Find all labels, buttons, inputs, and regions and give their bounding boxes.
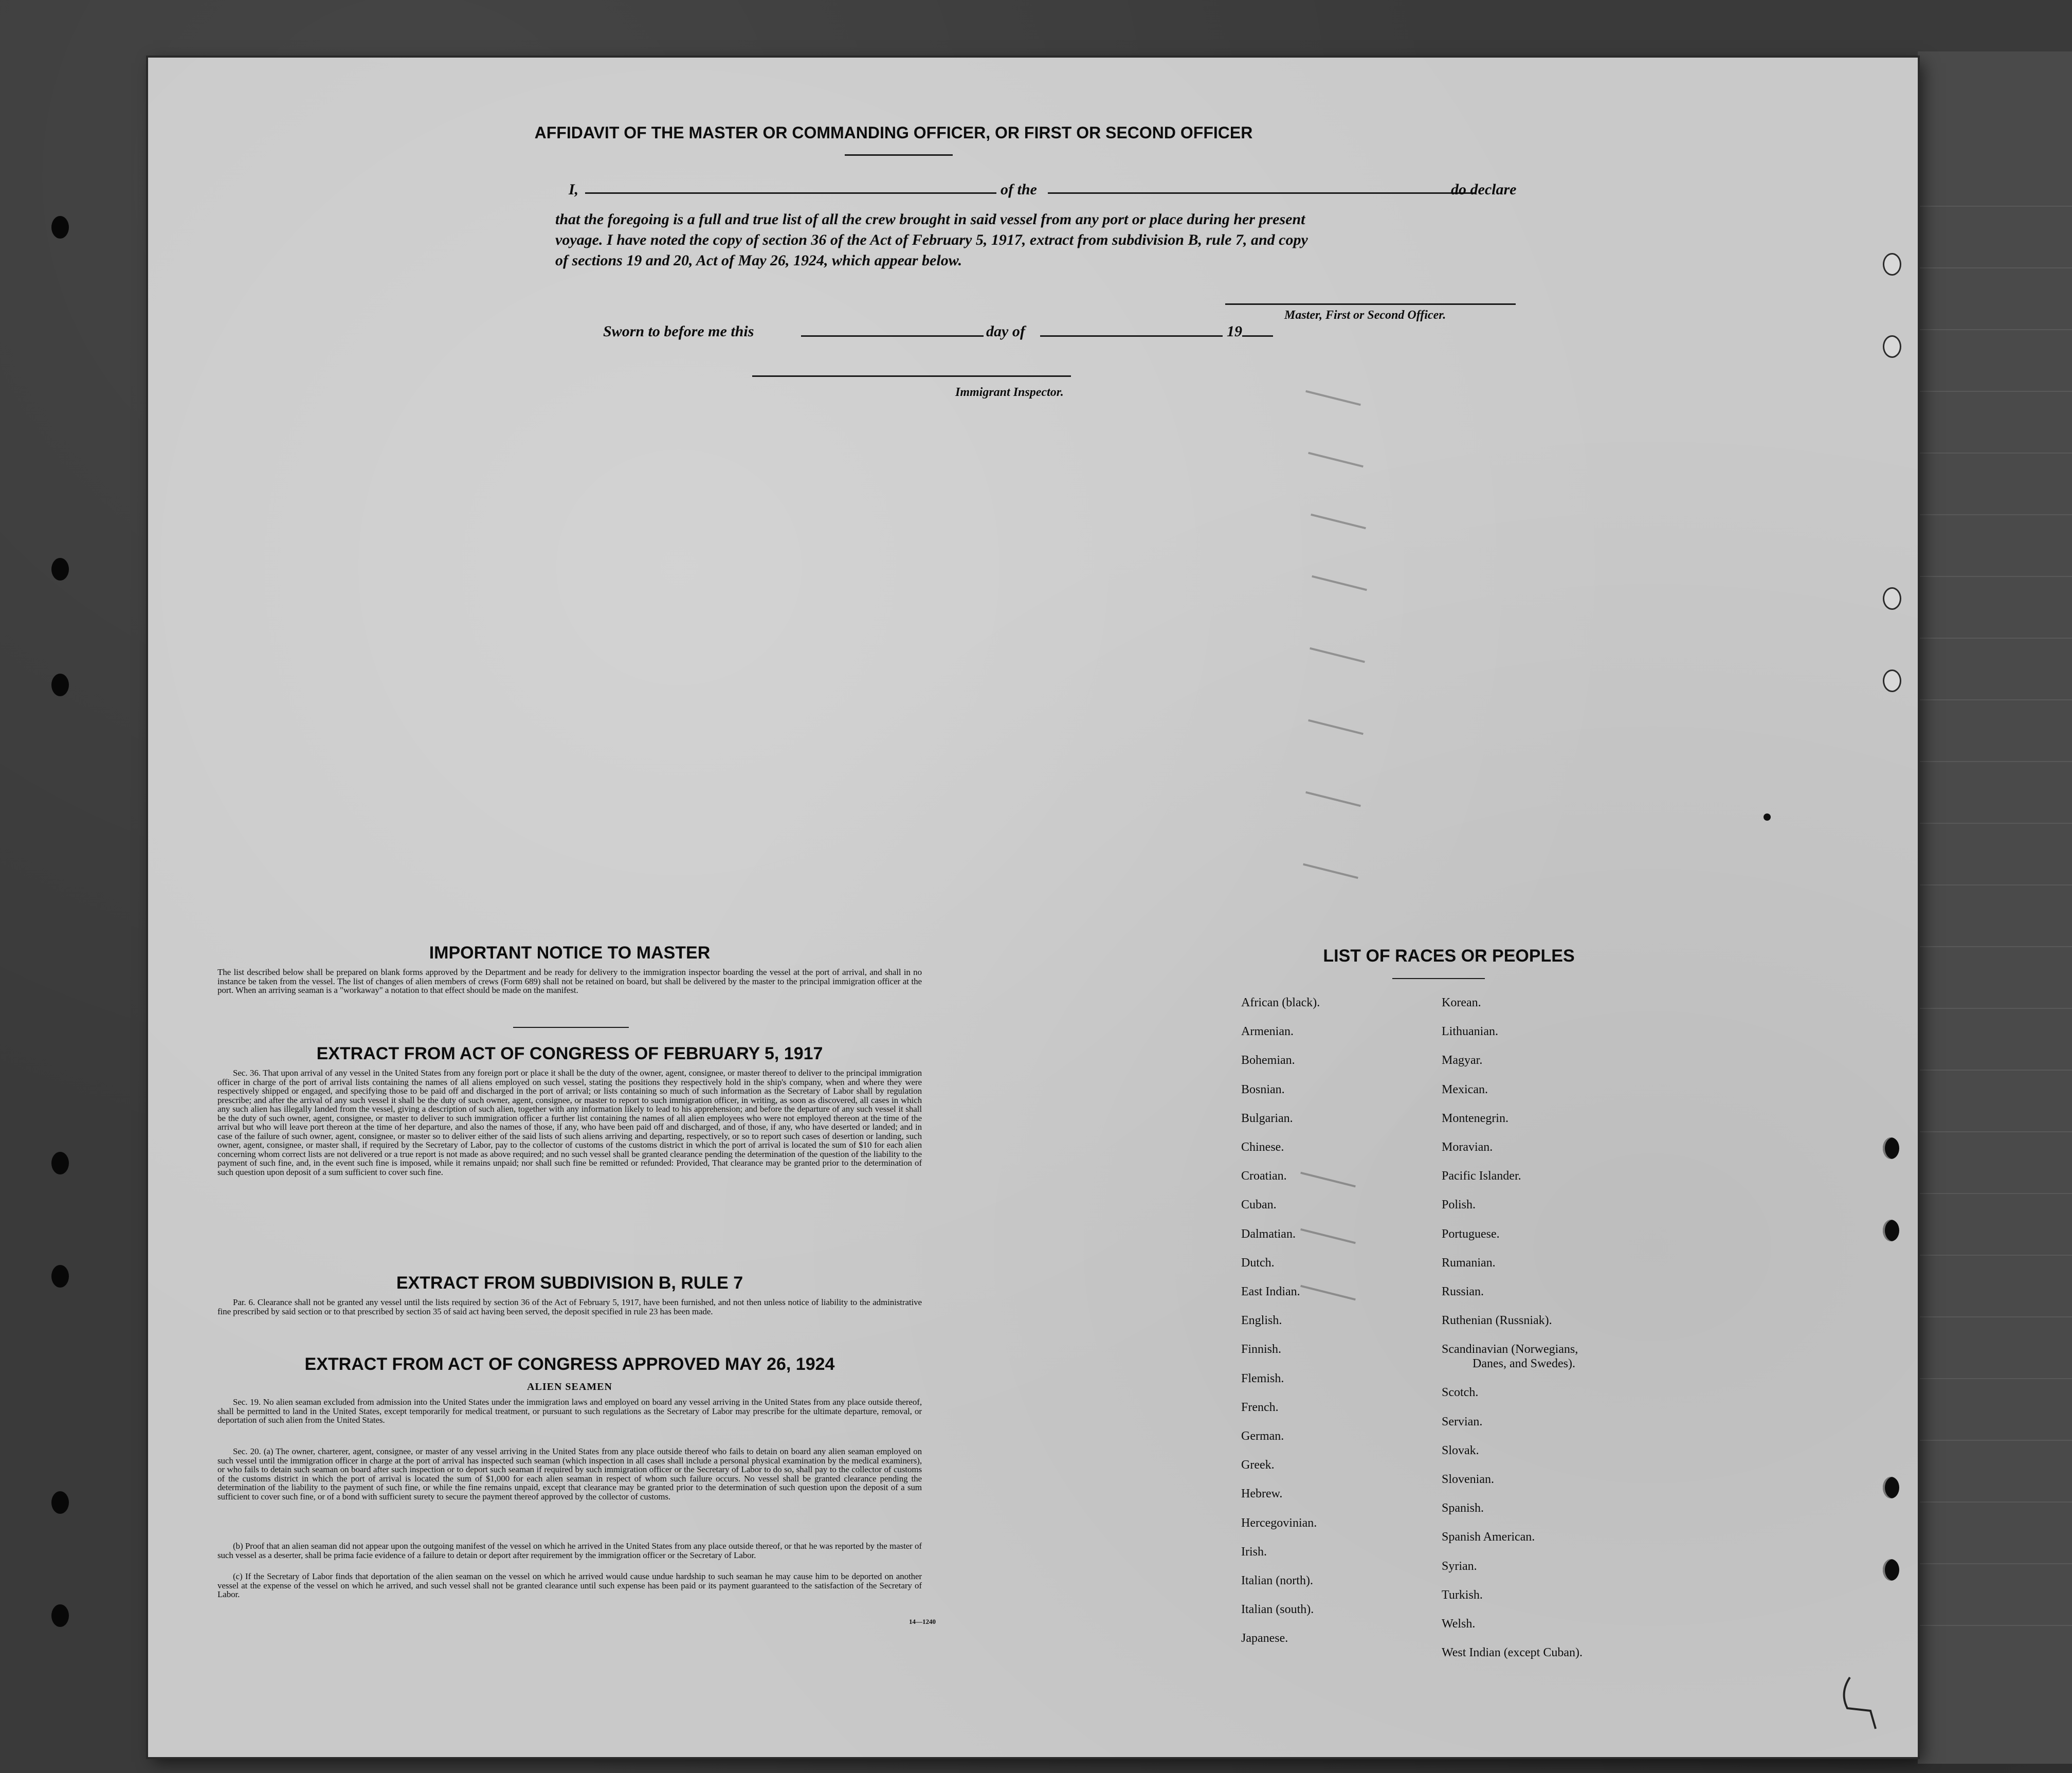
- ink-dot: [1764, 813, 1771, 821]
- races-left-column: [1241, 988, 1320, 1653]
- alien-seamen-subtitle: ALIEN SEAMEN: [527, 1381, 612, 1392]
- master-caption: Master, First or Second Officer.: [1284, 309, 1446, 322]
- carbon-mark: [1305, 791, 1361, 807]
- inspector-caption: Immigrant Inspector.: [955, 386, 1064, 399]
- race-item: Italian (north).: [1241, 1574, 1313, 1588]
- binder-hole: [51, 1152, 69, 1174]
- rule7-body: Par. 6. Clearance shall not be granted any vessel until the lists required by section 36 of the Act of February 5, 1917, have been furnished, and not then unless notice of liability to the administrative fine prescribed by said section or to that prescribed by section 35 of said act having been served, the deposit specified in rule 23 has been made.: [217, 1297, 922, 1316]
- race-item: Scotch.: [1442, 1386, 1479, 1400]
- race-item: Spanish.: [1442, 1501, 1484, 1515]
- race-item: Spanish American.: [1442, 1530, 1535, 1544]
- race-item: Hebrew.: [1241, 1487, 1283, 1501]
- extract-1917-body: Sec. 36. That upon arrival of any vessel in the United States from any foreign port or place it shall be the duty of the owner, agent, consignee, or master thereof to deliver to the principal immigration officer in charge of the port of arrival lists containing the names of all aliens employed on such vessel, stating the positions they respectively hold in the ship's company, when and where they were respectively shipped or engaged, and specifying those to be paid off and discharged in the port of arrival; or lists containing so much of such information as the Secretary of Labor shall by regulation prescribe; and after the arrival of any such vessel it shall be the duty of such owner, agent, consignee, or master to report to such immigration officer, in writing, as soon as discovered, all cases in which any such alien has illegally landed from the vessel, giving a description of such alien, together with any information likely to lead to his apprehension; and before the departure of any such vessel it shall be the duty of such owner, agent, consignee, or master to deliver to such immigration officer a further list containing the names of all alien employees who were not employed thereon at the time of the arrival but who will leave port thereon at the time of her departure, and also the names of those, if any, who have been paid off and discharged, and of those, if any, who have deserted or landed; and in case of the failure of such owner, agent, consignee, or master so to deliver either of the said lists of such aliens arriving and departing, respectively, or so to report such cases of desertion or landing, such owner, agent, consignee, or master shall, if required by the Secretary of Labor, pay to the collector of customs of the customs district in which the port of arrival is located the sum of $10 for each alien concerning whom correct lists are not delivered or a true report is not made as above required; and no such vessel shall be granted clearance pending the determination of the question of the liability to the payment of such fine, and, in the event such fine is imposed, while it remains unpaid; nor shall such fine be remitted or refunded: Provided, That clearance may be granted prior to the determination of such question upon deposit of a sum sufficient to cover such fine.: [217, 1068, 922, 1177]
- extract-1917-title: EXTRACT FROM ACT OF CONGRESS OF FEBRUARY 5, 1917: [316, 1044, 823, 1063]
- race-item: Servian.: [1442, 1415, 1483, 1428]
- race-item: Croatian.: [1241, 1169, 1287, 1183]
- pencil-mark: [1834, 1672, 1881, 1734]
- punch-hole: [1883, 587, 1901, 610]
- sworn-month-blank[interactable]: [1040, 335, 1223, 337]
- binder-hole: [51, 674, 69, 696]
- affidavit-line-3: voyage. I have noted the copy of section 36 of the Act of February 5, 1917, extract from subdivision B, rule 7, and copy: [555, 231, 1308, 248]
- punch-hole: [1883, 253, 1901, 276]
- title-underline: [845, 154, 953, 156]
- sec-20a-body: Sec. 20. (a) The owner, charterer, agent, consignee, or master of any vessel arriving in the United States from any place outside thereof who fails to detain on board any alien seaman employed on such vessel until the immigration officer in charge at the port of arrival has inspected such seaman (which inspection in all cases shall include a personal physical examination by the medical examiners), or who fails to detain such seaman on board after such inspection or to deport such seaman if required by such immigration officer or the Secretary of Labor to do so, shall pay to the collector of customs of the customs district in which the port of arrival is located the sum of $1,000 for each alien seaman in respect of whom such failure occurs. No vessel shall be granted clearance pending the determination of the liability to the payment of such fine, or while the fine remains unpaid, except that clearance may be granted prior to the determination of such question upon the deposit of a sum sufficient to cover such fine, or of a bond with sufficient surety to secure the payment thereof approved by the collector of customs.: [217, 1446, 922, 1501]
- race-item: Cuban.: [1241, 1198, 1277, 1212]
- race-item: Mexican.: [1442, 1082, 1488, 1096]
- carbon-mark: [1308, 452, 1364, 467]
- race-item: Slovak.: [1442, 1443, 1479, 1457]
- race-item: Finnish.: [1241, 1343, 1282, 1356]
- race-item: Dalmatian.: [1241, 1227, 1296, 1241]
- race-item: English.: [1241, 1314, 1282, 1328]
- binder-hole: [51, 216, 69, 239]
- carbon-mark: [1303, 863, 1358, 879]
- affidavit-of-the: of the: [1001, 181, 1037, 198]
- notice-title: IMPORTANT NOTICE TO MASTER: [429, 943, 711, 963]
- race-item: Montenegrin.: [1442, 1111, 1508, 1125]
- race-item: Ruthenian (Russniak).: [1442, 1314, 1552, 1328]
- race-item: Moravian.: [1442, 1141, 1493, 1154]
- adjacent-page-strip: [1918, 51, 2072, 1764]
- binder-hole: [51, 1491, 69, 1514]
- affidavit-title: AFFIDAVIT OF THE MASTER OR COMMANDING OFFICER, OR FIRST OR SECOND OFFICER: [534, 123, 1253, 142]
- race-item: Hercegovinian.: [1241, 1516, 1317, 1530]
- carbon-mark: [1305, 390, 1361, 406]
- punch-hole: [1883, 335, 1901, 358]
- vessel-blank[interactable]: [1048, 192, 1476, 194]
- race-item: Russian.: [1442, 1285, 1484, 1299]
- race-item: Korean.: [1442, 996, 1481, 1009]
- race-item: Scandinavian (Norwegians,: [1442, 1343, 1578, 1356]
- punch-hole: [1883, 1220, 1899, 1241]
- race-item: Turkish.: [1442, 1588, 1483, 1602]
- race-item: African (black).: [1241, 996, 1320, 1009]
- race-item: Bohemian.: [1241, 1054, 1295, 1068]
- race-item: Slovenian.: [1442, 1473, 1494, 1487]
- race-item: Greek.: [1241, 1458, 1275, 1472]
- race-item: Chinese.: [1241, 1141, 1284, 1154]
- race-item: West Indian (except Cuban).: [1442, 1646, 1583, 1660]
- race-item: Flemish.: [1241, 1371, 1284, 1385]
- punch-hole: [1883, 1137, 1899, 1159]
- form-number: 14—1240: [909, 1618, 936, 1625]
- binder-hole: [51, 1604, 69, 1627]
- inspector-signature-line[interactable]: [752, 375, 1071, 377]
- binder-hole: [51, 558, 69, 581]
- name-blank[interactable]: [585, 192, 996, 194]
- affidavit-line-4: of sections 19 and 20, Act of May 26, 1924, which appear below.: [555, 252, 962, 269]
- sworn-text: Sworn to before me this: [603, 323, 754, 340]
- carbon-mark: [1312, 575, 1367, 591]
- race-item: Polish.: [1442, 1198, 1476, 1212]
- carbon-mark: [1308, 719, 1364, 735]
- race-item: Welsh.: [1442, 1617, 1476, 1631]
- races-right-column: [1442, 988, 1583, 1667]
- carbon-mark: [1311, 514, 1366, 529]
- race-item: Bulgarian.: [1241, 1111, 1293, 1125]
- race-item: East Indian.: [1241, 1285, 1300, 1299]
- affidavit-i: I,: [569, 181, 579, 198]
- year-prefix: 19: [1227, 323, 1242, 340]
- binder-hole: [51, 1265, 69, 1288]
- race-item: Magyar.: [1442, 1054, 1483, 1068]
- master-signature-line[interactable]: [1225, 303, 1516, 305]
- race-item: German.: [1241, 1430, 1284, 1443]
- race-item: Irish.: [1241, 1545, 1267, 1559]
- race-item: Lithuanian.: [1442, 1025, 1498, 1039]
- race-item: Danes, and Swedes).: [1473, 1357, 1575, 1371]
- sworn-day-blank[interactable]: [801, 335, 984, 337]
- day-of-text: day of: [986, 323, 1025, 340]
- affidavit-do-declare: do declare: [1451, 181, 1517, 198]
- punch-hole: [1883, 1559, 1899, 1581]
- rule7-title: EXTRACT FROM SUBDIVISION B, RULE 7: [396, 1273, 743, 1293]
- races-title: LIST OF RACES OR PEOPLES: [1323, 946, 1575, 966]
- sec-20c-body: (c) If the Secretary of Labor finds that deportation of the alien seaman on the vessel on which he arrived would cause undue hardship to such seaman he may cause him to be deported on another vessel at the expense of the vessel on which he arrived, and such vessel shall not be granted clearance until such expense has been paid or its payment guaranteed to the satisfaction of the Secretary of Labor.: [217, 1571, 922, 1599]
- section-divider: [513, 1027, 629, 1028]
- race-item: Armenian.: [1241, 1025, 1294, 1039]
- race-item: Portuguese.: [1442, 1227, 1500, 1241]
- race-item: Dutch.: [1241, 1256, 1275, 1270]
- sec-19-body: Sec. 19. No alien seaman excluded from admission into the United States under the immigration laws and employed on board any vessel arriving in the United States from any place outside thereof, shall be permitted to land in the United States, except temporarily for medical treatment, or pursuant to such regulations as the Secretary of Labor may prescribe for the ultimate departure, removal, or deportation of such alien from the United States.: [217, 1397, 922, 1425]
- race-item: Syrian.: [1442, 1559, 1477, 1573]
- document-sheet: [148, 58, 1918, 1757]
- sworn-year-blank[interactable]: [1242, 335, 1273, 337]
- race-item: Pacific Islander.: [1442, 1169, 1521, 1183]
- race-item: Italian (south).: [1241, 1603, 1314, 1617]
- sec-20b-body: (b) Proof that an alien seaman did not appear upon the outgoing manifest of the vessel on which he arrived in the United States from any place outside thereof, or that he was reported by the master of such vessel as a deserter, shall be prima facie evidence of a failure to detain or deport after requirement by the immigration officer or the Secretary of Labor.: [217, 1541, 922, 1560]
- punch-hole: [1883, 670, 1901, 692]
- race-item: Bosnian.: [1241, 1082, 1285, 1096]
- race-item: Rumanian.: [1442, 1256, 1496, 1270]
- affidavit-line-2: that the foregoing is a full and true list of all the crew brought in said vessel from any port or place during her present: [555, 211, 1305, 228]
- race-item: French.: [1241, 1400, 1279, 1414]
- extract-1924-title: EXTRACT FROM ACT OF CONGRESS APPROVED MAY 26, 1924: [304, 1354, 835, 1374]
- races-underline: [1392, 978, 1485, 979]
- carbon-mark: [1310, 647, 1365, 663]
- punch-hole: [1883, 1477, 1899, 1498]
- race-item: Japanese.: [1241, 1632, 1288, 1645]
- notice-body: The list described below shall be prepared on blank forms approved by the Department and be ready for delivery to the immigration inspector boarding the vessel at the port of arrival, and shall in no instance be taken from the vessel. The list of changes of alien members of crews (Form 689) shall not be retained on board, but shall be delivered by the master to the principal immigration officer at the port. When an arriving seaman is a "workaway" a notation to that effect should be made on the manifest.: [217, 967, 922, 995]
